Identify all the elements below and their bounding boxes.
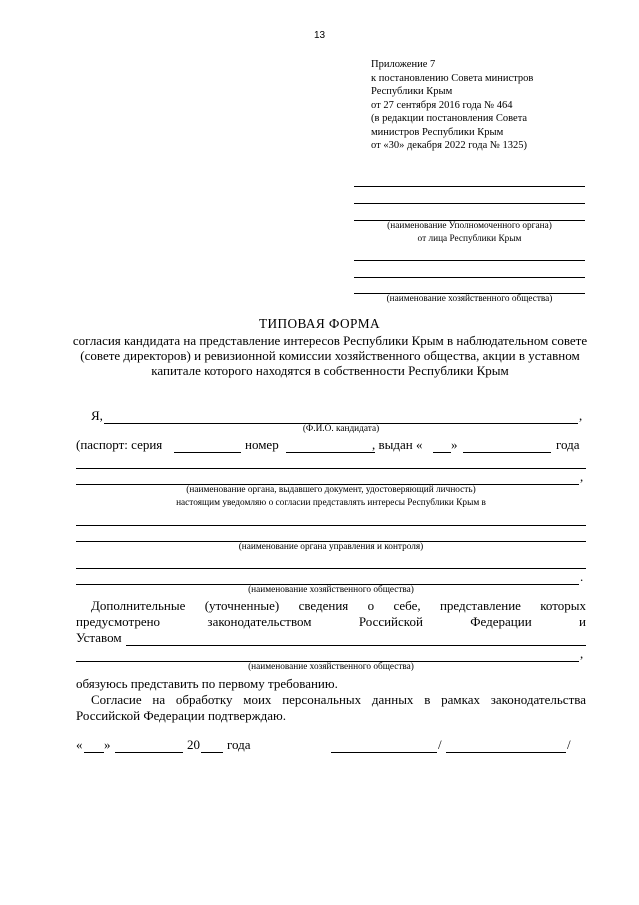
company-caption: (наименование хозяйственного общества) bbox=[386, 294, 553, 304]
issuer-line-1[interactable] bbox=[76, 468, 586, 469]
appendix-line: (в редакции постановления Совета bbox=[371, 113, 528, 124]
appendix-line: от 27 сентября 2016 года № 464 bbox=[371, 99, 513, 111]
consent-line-2: Российской Федерации подтверждаю. bbox=[76, 708, 286, 723]
authority-caption: (наименование Уполномоченного органа) bbox=[387, 221, 552, 231]
date-century: 20 bbox=[187, 737, 200, 752]
consent-line-1: Согласие на обработку моих персональных данных в рамках законодательства bbox=[91, 692, 586, 707]
date-year-label: года bbox=[227, 737, 251, 752]
date-open-quote: « bbox=[76, 737, 83, 752]
company-period: . bbox=[580, 569, 584, 584]
appendix-line: Приложение 7 bbox=[371, 59, 436, 70]
passport-number-field[interactable] bbox=[286, 452, 375, 453]
date-day-field[interactable] bbox=[84, 752, 104, 753]
issuer-caption: (наименование органа, выдавшего документ, удостоверяющий личность) bbox=[186, 485, 476, 495]
commit-text: обязуюсь представить по первому требованию. bbox=[76, 676, 338, 691]
fio-comma: , bbox=[579, 408, 583, 423]
issued-close-quote: » bbox=[451, 437, 458, 452]
company-name-caption: (наименование хозяйственного общества) bbox=[248, 585, 414, 595]
issuer-comma: , bbox=[580, 469, 584, 484]
form-title: ТИПОВАЯ ФОРМА bbox=[258, 316, 381, 331]
charter-comma: , bbox=[580, 646, 584, 661]
additional-info-line-1: Дополнительные (уточненные) сведения о себе, представление которых bbox=[91, 598, 586, 613]
management-caption: (наименование органа управления и контроля) bbox=[238, 542, 424, 552]
appendix-line: Республики Крым bbox=[371, 86, 453, 97]
appendix-line: министров Республики Крым bbox=[371, 126, 504, 138]
page-number: 13 bbox=[313, 30, 326, 41]
date-close-quote: » bbox=[104, 737, 111, 752]
charter-label: Уставом bbox=[76, 630, 122, 645]
date-month-field[interactable] bbox=[115, 752, 183, 753]
company-line-1[interactable] bbox=[354, 260, 585, 261]
signature-separator-end: / bbox=[567, 737, 571, 752]
notice-text: настоящим уведомляю о согласии представлять интересы Республики Крым в bbox=[176, 498, 486, 508]
date-year-field[interactable] bbox=[201, 752, 223, 753]
company-line-2[interactable] bbox=[354, 277, 585, 278]
fio-caption: (Ф.И.О. кандидата) bbox=[302, 424, 380, 434]
appendix-reference bbox=[371, 58, 533, 153]
signature-field[interactable] bbox=[331, 752, 437, 753]
passport-label: (паспорт: серия bbox=[76, 437, 163, 452]
ya-label: Я, bbox=[91, 408, 103, 423]
appendix-line: от «30» декабря 2022 года № 1325) bbox=[371, 140, 527, 151]
charter-caption: (наименование хозяйственного общества) bbox=[248, 662, 414, 672]
appendix-line: к постановлению Совета министров bbox=[371, 72, 534, 84]
management-line-1[interactable] bbox=[76, 525, 586, 526]
additional-info-line-2: предусмотрено законодательством Российской Федерации и bbox=[76, 614, 586, 629]
passport-number-label: номер bbox=[245, 437, 279, 452]
charter-line[interactable] bbox=[126, 645, 586, 646]
authority-line-2[interactable] bbox=[354, 203, 585, 204]
year-label: года bbox=[556, 437, 580, 452]
issued-day-field[interactable] bbox=[433, 452, 451, 453]
signature-name-field[interactable] bbox=[446, 752, 566, 753]
passport-series-field[interactable] bbox=[174, 452, 241, 453]
company-name-line-1[interactable] bbox=[76, 568, 586, 569]
issued-month-field[interactable] bbox=[463, 452, 551, 453]
authority-line-1[interactable] bbox=[354, 186, 585, 187]
signature-separator: / bbox=[438, 737, 442, 752]
issued-label: , выдан « bbox=[372, 437, 423, 452]
authority-caption-2: от лица Республики Крым bbox=[417, 234, 522, 244]
form-subtitle: согласия кандидата на представление интересов Республики Крым в наблюдательном совете (совете директоров) и ревизионной комиссии хозяйственного общества, акции в уставном капитале которого находятся в собственности Республики Крым bbox=[72, 333, 588, 378]
